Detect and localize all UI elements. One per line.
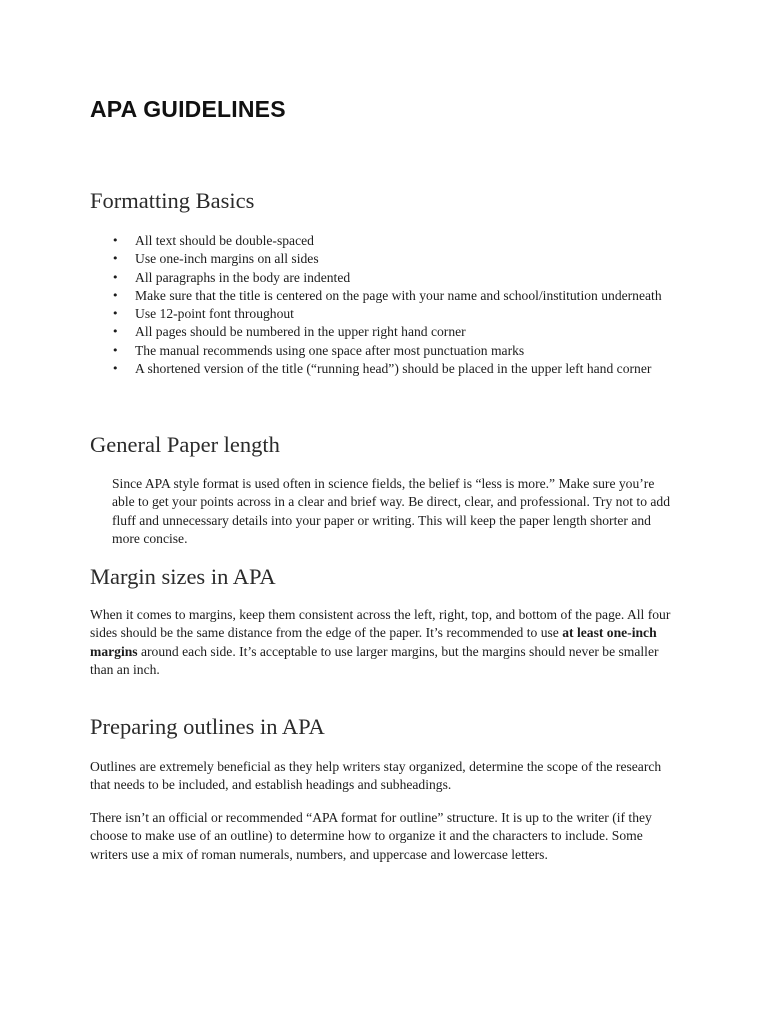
paragraph-outlines-structure: There isn’t an official or recommended “APA format for outline” structure. It is up to the writer (if they choose to make use of an outline) to determine how to organize it and the characters to include. Some writers use a mix of roman numerals, numbers, and uppercase and lowercase letters.	[90, 810, 652, 862]
bullet-item: • Make sure that the title is centered on the page with your name and school/institution underneath	[112, 287, 672, 305]
section-heading-general-paper-length: General Paper length	[90, 432, 280, 457]
section-heading-formatting-basics: Formatting Basics	[90, 188, 255, 213]
section-heading-preparing-outlines: Preparing outlines in APA	[90, 714, 325, 739]
bullet-item: • A shortened version of the title (“running head”) should be placed in the upper left hand corner	[112, 360, 672, 378]
emphasized-text: at least one-inch margins	[90, 625, 657, 659]
document-title: APA GUIDELINES	[90, 96, 286, 122]
paragraph-text: When it comes to margins, keep them consistent across the left, right, top, and bottom of the page. All four sides should be the same distance from the edge of the paper. It’s recommended to use	[90, 607, 671, 641]
formatting-bullet-list	[112, 232, 672, 378]
paragraph-text: around each side. It’s acceptable to use larger margins, but the margins should never be smaller than an inch.	[90, 643, 659, 677]
bullet-item: • All pages should be numbered in the upper right hand corner	[112, 323, 672, 341]
bullet-item: • The manual recommends using one space after most punctuation marks	[112, 342, 672, 360]
paragraph-margin-sizes	[90, 606, 672, 679]
section-heading-margin-sizes: Margin sizes in APA	[90, 564, 276, 589]
bullet-item: • All text should be double-spaced	[112, 232, 672, 250]
bullet-item: • All paragraphs in the body are indented	[112, 269, 672, 287]
paragraph-paper-length: Since APA style format is used often in science fields, the belief is “less is more.” Make sure you’re able to get your points across in a clear and brief way. Be direct, clear, and professional. Try not to add fluff and unnecessary details into your paper or writing. This will keep the paper length shorter and more concise.	[112, 476, 671, 546]
paragraph-outlines-benefits: Outlines are extremely beneficial as they help writers stay organized, determine the scope of the research that needs to be included, and establish headings and subheadings.	[90, 759, 662, 793]
bullet-item: • Use 12-point font throughout	[112, 305, 672, 323]
bullet-item: • Use one-inch margins on all sides	[112, 250, 672, 268]
